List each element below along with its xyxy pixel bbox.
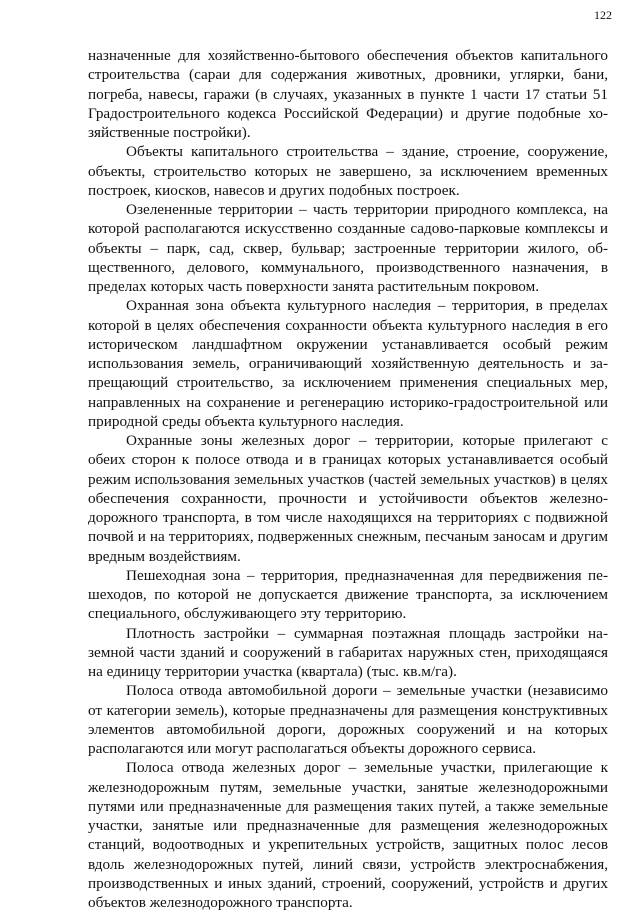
paragraph-definition-capital-construction: Объекты капитального строительства – здание, строение, сооружение, объекты, строительство которых не завершено, за исключением временных построек, киосков, навесов и других подобных построек. [88, 143, 608, 199]
paragraph-definition-railway-right-of-way: Полоса отвода железных дорог – земельные участки, прилегающие к железнодорожным путям, земельные участки, занятые железнодорожными путями или предназначенные для размещения таких путей, а также земельные участки, занятые или предназначенные для размещения железнодорожных станций, водоотводных и укрепительных устройств, защитных полос лесов вдоль железнодорожных путей, линий связи, устройств электроснабжения, производственных и иных зданий, строений, сооружений, устройств и других объектов железнодорожного транспорта. [88, 759, 608, 911]
paragraph-definition-heritage-protection-zone: Охранная зона объекта культурного наследия – территория, в пределах которой в целях обеспечения сохранности объекта культурного наследия в его историческом ландшафтном окружении устанавливается особый режим использования земель, ограничивающий хозяйственную деятельность и запрещающий строительство, за исключением применения специальных мер, направленных на сохранение и регенерацию историко-градостроительной или природной среды объекта культурного наследия. [88, 297, 608, 430]
document-body [88, 46, 608, 912]
paragraph-definition-road-right-of-way: Полоса отвода автомобильной дороги – земельные участки (независимо от категории земель), которые предназначены для размещения конструктивных элементов автомобильной дороги, дорожных сооружений и на которых располагаются или могут располагаться объекты дорожного сервиса. [88, 682, 608, 757]
paragraph-definition-pedestrian-zone: Пешеходная зона – территория, предназначенная для передвижения пешеходов, по которой не допускается движение транспорта, за исключением специального, обслуживающего эту территорию. [88, 566, 608, 623]
page-number: 122 [594, 8, 612, 22]
paragraph-continuation: назначенные для хозяйственно-бытового обеспечения объектов капитального строительства (сараи для содержания животных, дровники, углярки, бани, погреба, навесы, гаражи (в случаях, указанных в пункте 1 части 17 статьи 51 Градостроительного кодекса Российской Федерации) и другие подобные хозяйственные постройки). [88, 47, 608, 141]
paragraph-definition-building-density: Плотность застройки – суммарная поэтажная площадь застройки наземной части зданий и сооружений в габаритах наружных стен, приходящаяся на единицу территории участка (квартала) (тыс. кв.м/га). [88, 624, 608, 680]
paragraph-definition-railway-protection-zones: Охранные зоны железных дорог – территории, которые прилегают с обеих сторон к полосе отвода и в границах которых устанавливается особый режим использования земельных участков (частей земельных участков) в целях обеспечения сохранности, прочности и устойчивости объектов железнодорожного транспорта, в том числе находящихся на территориях с подвижной почвой и на территориях, подверженных снежным, песчаным заносам и другим вредным воздействиям. [88, 432, 608, 565]
paragraph-definition-green-territories: Озелененные территории – часть территории природного комплекса, на которой располагаются искусственно созданные садово-парковые комплексы и объекты – парк, сад, сквер, бульвар; застроенные территории жилого, общественного, делового, коммунального, производственного назначения, в пределах которых часть поверхности занята растительным покровом. [88, 201, 608, 295]
